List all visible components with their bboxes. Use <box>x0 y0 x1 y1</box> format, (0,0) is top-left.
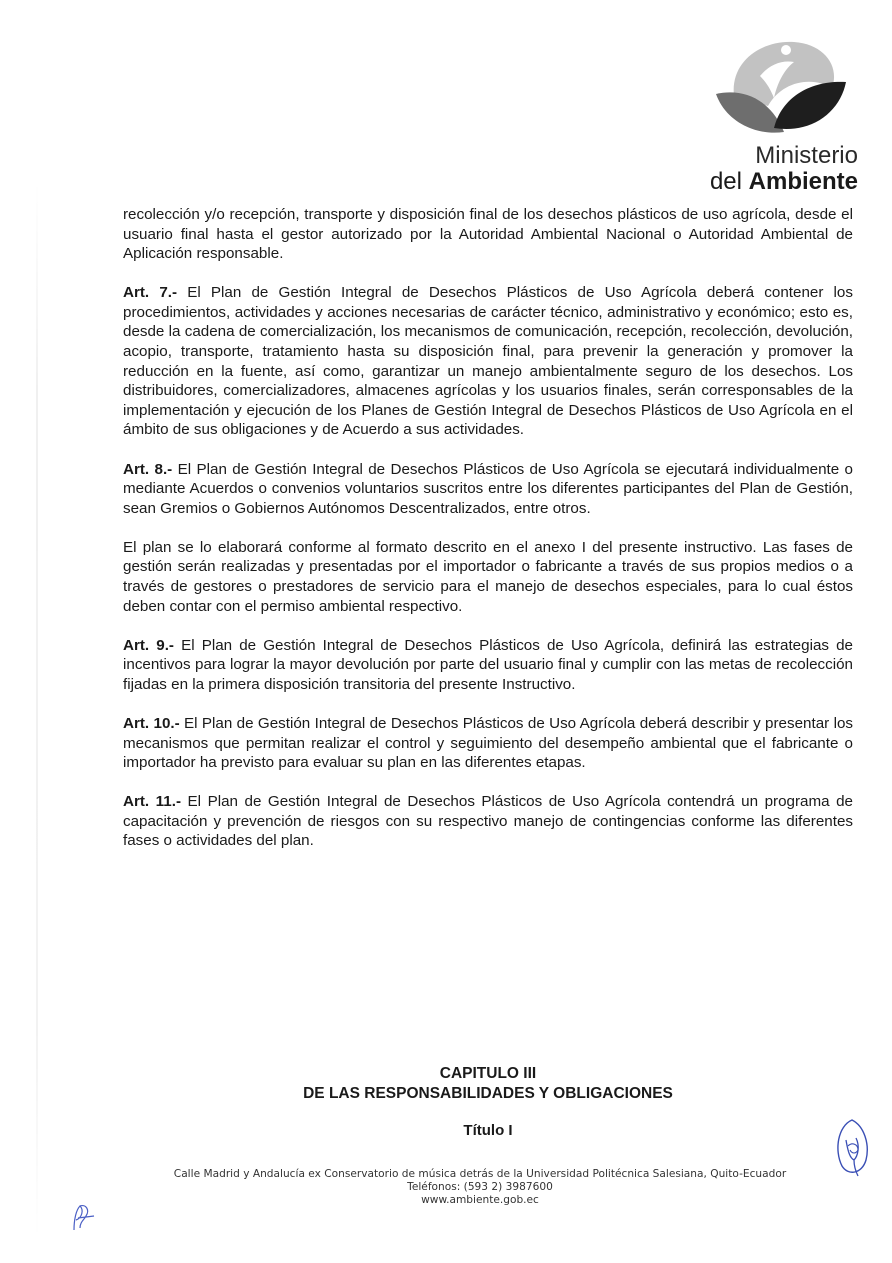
article-label: Art. 11.- <box>123 793 182 811</box>
article-text: El Plan de Gestión Integral de Desechos Plásticos de Uso Agrícola contendrá un programa de capacitación y prevención de riesgos con su respectivo manejo de contingencias conforme las diferentes fases o actividades del plan. <box>123 793 853 850</box>
article-text: El Plan de Gestión Integral de Desechos Plásticos de Uso Agrícola deberá describir y presentar los mecanismos que permitan realizar el control y seguimiento del desempeño ambiental que el fabricante o importador ha previsto para evaluar su plan en las diferentes etapas. <box>123 714 853 772</box>
article-10 <box>123 714 853 773</box>
logo-text-del-ambiente <box>700 168 858 196</box>
article-label: Art. 7.- <box>123 284 178 302</box>
section-title: Título I <box>463 1122 513 1139</box>
scan-edge-shadow <box>36 180 38 1240</box>
article-label: Art. 8.- <box>123 460 173 478</box>
article-7 <box>123 283 853 440</box>
article-label: Art. 9.- <box>123 636 174 654</box>
article-8 <box>123 460 853 519</box>
logo-text-del: del <box>709 168 742 195</box>
article-text: El Plan de Gestión Integral de Desechos Plásticos de Uso Agrícola, definirá las estrategias de incentivos para lograr la mayor devolución por parte del usuario final y cumplir con las metas de recolección fijadas en la primera disposición transitoria del presente Instructivo. <box>123 636 853 693</box>
initials-signature-left-icon <box>68 1202 98 1234</box>
plan-paragraph: El plan se lo elaborará conforme al formato descrito en el anexo I del presente instructivo. Las fases de gestión serán realizadas y presentadas por el importador o fabricante a través de sus propios medios o a través de gestores o prestadores de servicio para el manejo de desechos especiales, para lo cual éstos deben contar con el permiso ambiental respectivo. <box>123 538 853 615</box>
document-body <box>123 205 853 871</box>
ministerio-ambiente-logo <box>700 36 870 194</box>
article-9 <box>123 636 853 695</box>
article-text: El Plan de Gestión Integral de Desechos Plásticos de Uso Agrícola se ejecutará individualmente o mediante Acuerdos o convenios voluntarios suscritos entre los diferentes participantes del Plan de Gestión, sean Gremios o Gobiernos Autónomos Descentralizados, entre otros. <box>123 460 853 517</box>
chapter-heading <box>123 1064 853 1103</box>
article-text: El Plan de Gestión Integral de Desechos Plásticos de Uso Agrícola deberá contener los procedimientos, actividades y acciones necesarias de carácter técnico, administrativo y económico; esto es, desde la cadena de comercialización, los mecanismos de comunicación, recepción, recolección, devolución, acopio, transporte, tratamiento hasta su disposición final, para prevenir la generación y promover la reducción en la fuente, así como, garantizar un manejo ambientalmente seguro de los desechos. Los distribuidores, comercializadores, almacenes agrícolas y los usuarios finales, serán corresponsables de la implementación y ejecución de los Planes de Gestión Integral de Desechos Plásticos de Uso Agrícola en el ámbito de sus obligaciones y de Acuerdo a sus actividades. <box>123 284 853 439</box>
logo-text-ministerio: Ministerio <box>755 142 858 169</box>
article-label: Art. 10.- <box>123 714 180 732</box>
footer-phone: Teléfonos: (593 2) 3987600 <box>407 1181 553 1194</box>
initials-signature-right-icon <box>832 1116 872 1180</box>
continuation-paragraph: recolección y/o recepción, transporte y disposición final de los desechos plásticos de uso agrícola, desde el usuario final hasta el gestor autorizado por la Autoridad Ambiental Nacional o Autoridad Ambiental de Aplicación responsable. <box>123 206 853 263</box>
footer-address: Calle Madrid y Andalucía ex Conservatorio de música detrás de la Universidad Politécnica Salesiana, Quito-Ecuador <box>173 1168 787 1180</box>
logo-emblem-icon <box>712 36 852 144</box>
footer-website: www.ambiente.gob.ec <box>421 1194 539 1207</box>
chapter-number: CAPITULO III <box>439 1065 537 1082</box>
chapter-title: DE LAS RESPONSABILIDADES Y OBLIGACIONES <box>303 1084 673 1102</box>
page-footer <box>100 1168 860 1208</box>
article-11 <box>123 792 853 851</box>
logo-text-ambiente: Ambiente <box>748 168 858 195</box>
